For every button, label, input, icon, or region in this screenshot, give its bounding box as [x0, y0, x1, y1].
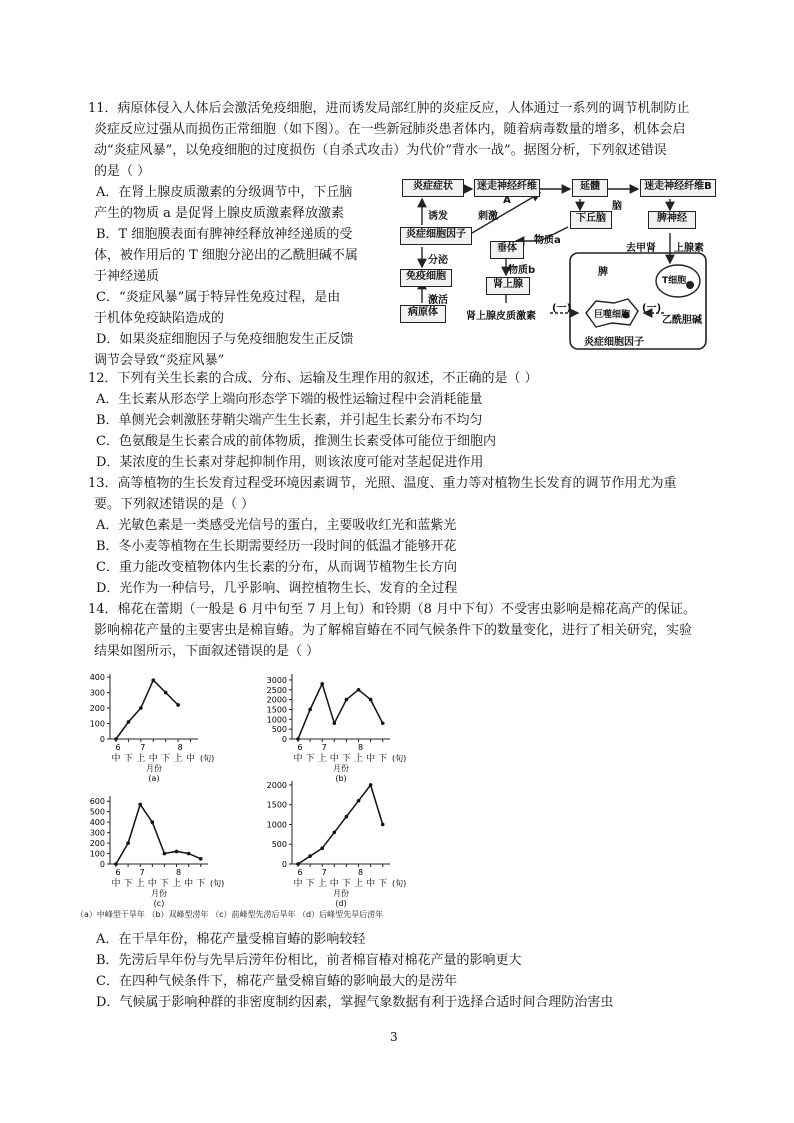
label-induce: 诱发: [428, 211, 448, 222]
x-tick-label: 下: [196, 879, 206, 889]
y-tick-label: 2500: [266, 685, 287, 695]
q14-stem-line-1: 14．棉花在蕾期（一般是 6 月中旬至 7 月上旬）和铃期（8 月中下旬）不受害虫影响是棉花高产的保证。: [88, 602, 697, 617]
y-tick-label: 300: [89, 688, 105, 698]
data-point: [320, 846, 324, 850]
data-point: [320, 682, 324, 686]
q13-stem-line-1: 13．高等植物的生长发育过程受环境因素调节，光照、温度、重力等对植物生长发育的调节作用尤为重: [88, 476, 677, 491]
q11-stem-line-1: 11．病原体侵入人体后会激活免疫细胞，进而诱发局部红肿的炎症反应，人体通过一系列的调节机制防止: [88, 101, 690, 116]
x-unit-label: (旬): [392, 754, 407, 763]
q12-stem: 12．下列有关生长素的合成、分布、运输及生理作用的叙述，不正确的是（ ）: [88, 371, 538, 386]
x-tick-label: 上: [317, 754, 327, 764]
label-cytokine-2: 炎症细胞因子: [584, 337, 644, 348]
label-stimulate: 刺激: [478, 211, 498, 222]
label-norepinephrine-2: 上腺素: [674, 243, 704, 254]
x-unit-label: (旬): [392, 879, 407, 888]
month-label: 8: [177, 743, 183, 752]
data-point: [164, 691, 168, 695]
y-tick-label: 0: [99, 860, 105, 869]
x-tick-label: 中: [293, 754, 303, 764]
q11-stem-line-2: 炎症反应过强从而损伤正常细胞（如下图）。在一些新冠肺炎患者体内，随着病毒数量的增多，机体会启: [94, 122, 686, 137]
data-point: [308, 708, 312, 712]
y-tick-label: 0: [281, 735, 287, 744]
q11-stem-line-3: 动“炎症风暴”，以免疫细胞的过度损伤（自杀式攻击）为代价“背水一战”。据图分析，下列叙述错误: [94, 143, 667, 158]
y-tick-label: 100: [89, 719, 105, 729]
data-point: [381, 721, 385, 725]
data-point: [345, 698, 349, 702]
label-substance-b: 物质b: [508, 265, 536, 276]
y-tick-label: 400: [89, 673, 105, 683]
x-tick-label: 下: [305, 754, 315, 764]
q11-option-c-cont: 于机体免疫缺陷造成的: [94, 311, 225, 326]
label-brain: 脑: [612, 201, 622, 212]
x-unit-label: (旬): [200, 754, 215, 763]
data-point: [151, 820, 155, 824]
q14-stem-line-3: 结果如图所示，下面叙述错误的是（ ）: [94, 644, 320, 659]
q13-option-b: B．冬小麦等植物在生长期需要经历一段时间的低温才能够开花: [96, 539, 457, 554]
q11-option-d: D．如果炎症细胞因子与免疫细胞发生正反馈: [96, 332, 354, 347]
chart-b: [262, 668, 412, 783]
x-tick-label: 上: [354, 754, 364, 764]
x-unit-label: (旬): [210, 879, 225, 888]
data-point: [333, 721, 337, 725]
data-point: [333, 831, 337, 835]
label-secrete: 分泌: [428, 255, 448, 266]
x-axis-label: 月份: [146, 764, 162, 773]
data-point: [345, 815, 349, 819]
x-axis-label: 月份: [151, 889, 167, 898]
x-tick-label: 中: [111, 879, 121, 889]
box-immune-cell: 免疫细胞: [400, 269, 452, 287]
data-point: [357, 799, 361, 803]
q11-option-b: B．T 细胞膜表面有脾神经释放神经递质的受: [96, 227, 353, 242]
y-tick-label: 2000: [266, 780, 287, 790]
box-spleen-nerve: 脾神经: [648, 211, 696, 229]
y-tick-label: 0: [99, 735, 105, 744]
box-vagus-fiber-a: 迷走神经纤维A: [474, 179, 540, 197]
box-hypothalamus: 下丘脑: [570, 211, 612, 229]
month-label: 6: [297, 868, 303, 877]
q11-option-c: C．“炎症风暴”属于特异性免疫过程，是由: [96, 290, 341, 305]
data-point: [308, 854, 312, 858]
q14-option-b: B．先涝后旱年份与先旱后涝年份相比，前者棉盲椿对棉花产量的影响更大: [96, 953, 522, 968]
q11-stem-line-4: 的是（ ）: [94, 164, 151, 179]
month-label: 8: [175, 868, 182, 877]
y-tick-label: 1500: [266, 705, 287, 715]
y-tick-label: 1500: [266, 800, 287, 810]
x-tick-label: 上: [172, 879, 182, 889]
q13-option-c: C．重力能改变植物体内生长素的分布，从而调节植物生长方向: [96, 560, 457, 575]
box-medulla: 延髓: [572, 179, 608, 197]
x-tick-label: 上: [317, 879, 327, 889]
label-macrophage: 巨噬细胞: [594, 310, 631, 320]
panel-label: (a): [148, 774, 160, 783]
q13-option-d: D．光作为一种信号，几乎影响、调控植物生长、发育的全过程: [96, 581, 458, 596]
box-cytokine: 炎症细胞因子: [400, 227, 472, 245]
q11-option-b-cont: 体，被作用后的 T 细胞分泌出的乙酰胆碱不属: [94, 248, 358, 263]
y-tick-label: 400: [89, 818, 105, 828]
y-tick-label: 500: [89, 807, 105, 817]
y-tick-label: 600: [89, 797, 105, 807]
x-tick-label: 中: [186, 754, 196, 764]
month-label: 6: [115, 743, 121, 752]
box-adrenal: 肾上腺: [486, 277, 530, 295]
data-point: [187, 852, 191, 856]
label-t-cell: T细胞: [662, 276, 687, 286]
x-tick-label: 上: [135, 879, 145, 889]
data-point: [369, 698, 373, 702]
x-tick-label: 上: [173, 754, 183, 764]
chart-caption: （a）中峰型干旱年 （b）双峰型涝年 （c）前峰型先涝后旱年 （d）后峰型先旱后涝年: [76, 910, 384, 919]
panel-label: (b): [335, 774, 347, 783]
x-axis-label: 月份: [333, 764, 349, 773]
chart-c: [80, 790, 230, 908]
q13-stem-line-2: 要。下列叙述错误的是（ ）: [94, 497, 255, 512]
x-tick-label: 中: [184, 879, 194, 889]
data-point: [139, 706, 143, 710]
series-line: [298, 684, 383, 739]
y-tick-label: 500: [271, 840, 287, 850]
q11-option-a: A．在肾上腺皮质激素的分级调节中，下丘脑: [96, 185, 353, 200]
data-point: [151, 678, 155, 682]
data-point: [296, 862, 300, 866]
series-line: [116, 680, 178, 739]
y-tick-label: 200: [89, 704, 105, 714]
box-pathogen: 病原体: [400, 305, 446, 323]
panel-label: (c): [153, 899, 165, 908]
x-tick-label: 下: [161, 754, 171, 764]
diagram-arrows: [400, 177, 718, 357]
chart-a: [80, 668, 220, 783]
q14-option-c: C．在四种气候条件下，棉花产量受棉盲蝽的影响最大的是涝年: [96, 974, 457, 989]
x-axis-label: 月份: [333, 889, 349, 898]
panel-label: (d): [335, 899, 347, 908]
q14-stem-line-2: 影响棉花产量的主要害虫是棉盲蝽。为了解棉盲蝽在不同气候条件下的数量变化，进行了相关研究，实验: [94, 623, 693, 638]
box-pituitary: 垂体: [490, 241, 524, 259]
data-point: [175, 850, 179, 854]
x-tick-label: 下: [378, 879, 388, 889]
x-tick-label: 中: [147, 879, 157, 889]
label-minus-2: (一): [642, 303, 662, 314]
y-tick-label: 1000: [266, 820, 287, 830]
q12-option-d: D．某浓度的生长素对芽起抑制作用，则该浓度可能对茎起促进作用: [96, 455, 484, 470]
data-point: [114, 737, 118, 741]
y-tick-label: 3000: [266, 675, 287, 685]
q11-option-d-cont: 调节会导致“炎症风暴”: [94, 353, 225, 368]
data-point: [381, 823, 385, 827]
x-tick-label: 下: [123, 754, 133, 764]
label-corticoid: 肾上腺皮质激素: [466, 311, 536, 322]
y-tick-label: 500: [271, 725, 287, 735]
x-tick-label: 下: [159, 879, 169, 889]
x-tick-label: 下: [341, 754, 351, 764]
x-tick-label: 中: [329, 879, 339, 889]
data-point: [138, 803, 142, 807]
label-acetylcholine: 乙酰胆碱: [662, 315, 702, 326]
chart-d: [262, 775, 412, 908]
x-tick-label: 中: [366, 754, 376, 764]
q12-option-b: B．单侧光会刺激胚芽鞘尖端产生生长素，并引起生长素分布不均匀: [96, 413, 483, 428]
q14-option-d: D．气候属于影响种群的非密度制约因素，掌握气象数据有利于选择合适时间合理防治害虫: [96, 995, 614, 1010]
data-point: [163, 852, 167, 856]
month-label: 7: [321, 868, 327, 877]
data-point: [126, 841, 130, 845]
y-tick-label: 0: [281, 860, 287, 869]
x-tick-label: 下: [305, 879, 315, 889]
x-tick-label: 中: [111, 754, 121, 764]
q13-option-a: A．光敏色素是一类感受光信号的蛋白，主要吸收红光和蓝紫光: [96, 518, 457, 533]
x-tick-label: 中: [293, 879, 303, 889]
label-activate: 激活: [428, 295, 448, 306]
x-tick-label: 上: [136, 754, 146, 764]
immune-regulation-diagram: [400, 177, 718, 357]
q12-option-a: A．生长素从形态学上端向形态学下端的极性运输过程中会消耗能量: [96, 392, 483, 407]
q11-option-b-cont2: 于神经递质: [94, 269, 160, 284]
data-point: [199, 857, 203, 861]
month-label: 7: [321, 743, 327, 752]
series-line: [298, 785, 383, 864]
data-point: [176, 703, 180, 707]
label-minus-1: (一): [552, 303, 572, 314]
box-inflammation-symptom: 炎症症状: [402, 179, 464, 197]
month-label: 8: [357, 743, 364, 752]
x-tick-label: 上: [354, 879, 364, 889]
y-tick-label: 100: [89, 849, 105, 859]
month-label: 7: [140, 743, 146, 752]
month-label: 8: [357, 868, 364, 877]
label-norepinephrine-1: 去甲肾: [626, 243, 656, 254]
x-tick-label: 下: [341, 879, 351, 889]
data-point: [114, 862, 118, 866]
data-point: [357, 688, 361, 692]
y-tick-label: 200: [89, 839, 105, 849]
q11-option-a-cont: 产生的物质 a 是促肾上腺皮质激素释放激素: [94, 206, 345, 221]
x-tick-label: 下: [123, 879, 133, 889]
y-tick-label: 1000: [266, 715, 287, 725]
data-point: [369, 783, 373, 787]
page-number: 3: [390, 1030, 398, 1044]
q12-option-c: C．色氨酸是生长素合成的前体物质，推测生长素受体可能位于细胞内: [96, 434, 496, 449]
data-point: [127, 720, 131, 724]
x-tick-label: 下: [378, 754, 388, 764]
x-tick-label: 中: [366, 879, 376, 889]
x-tick-label: 中: [148, 754, 158, 764]
label-spleen: 脾: [598, 267, 608, 278]
label-substance-a: 物质a: [534, 235, 561, 246]
y-tick-label: 300: [89, 828, 105, 838]
y-tick-label: 2000: [266, 695, 287, 705]
q14-option-a: A．在干旱年份，棉花产量受棉盲蝽的影响较轻: [96, 932, 366, 947]
x-tick-label: 中: [329, 754, 339, 764]
month-label: 6: [297, 743, 303, 752]
data-point: [296, 737, 300, 741]
month-label: 7: [139, 868, 145, 877]
month-label: 6: [115, 868, 121, 877]
box-vagus-fiber-b: 迷走神经纤维B: [640, 179, 716, 197]
